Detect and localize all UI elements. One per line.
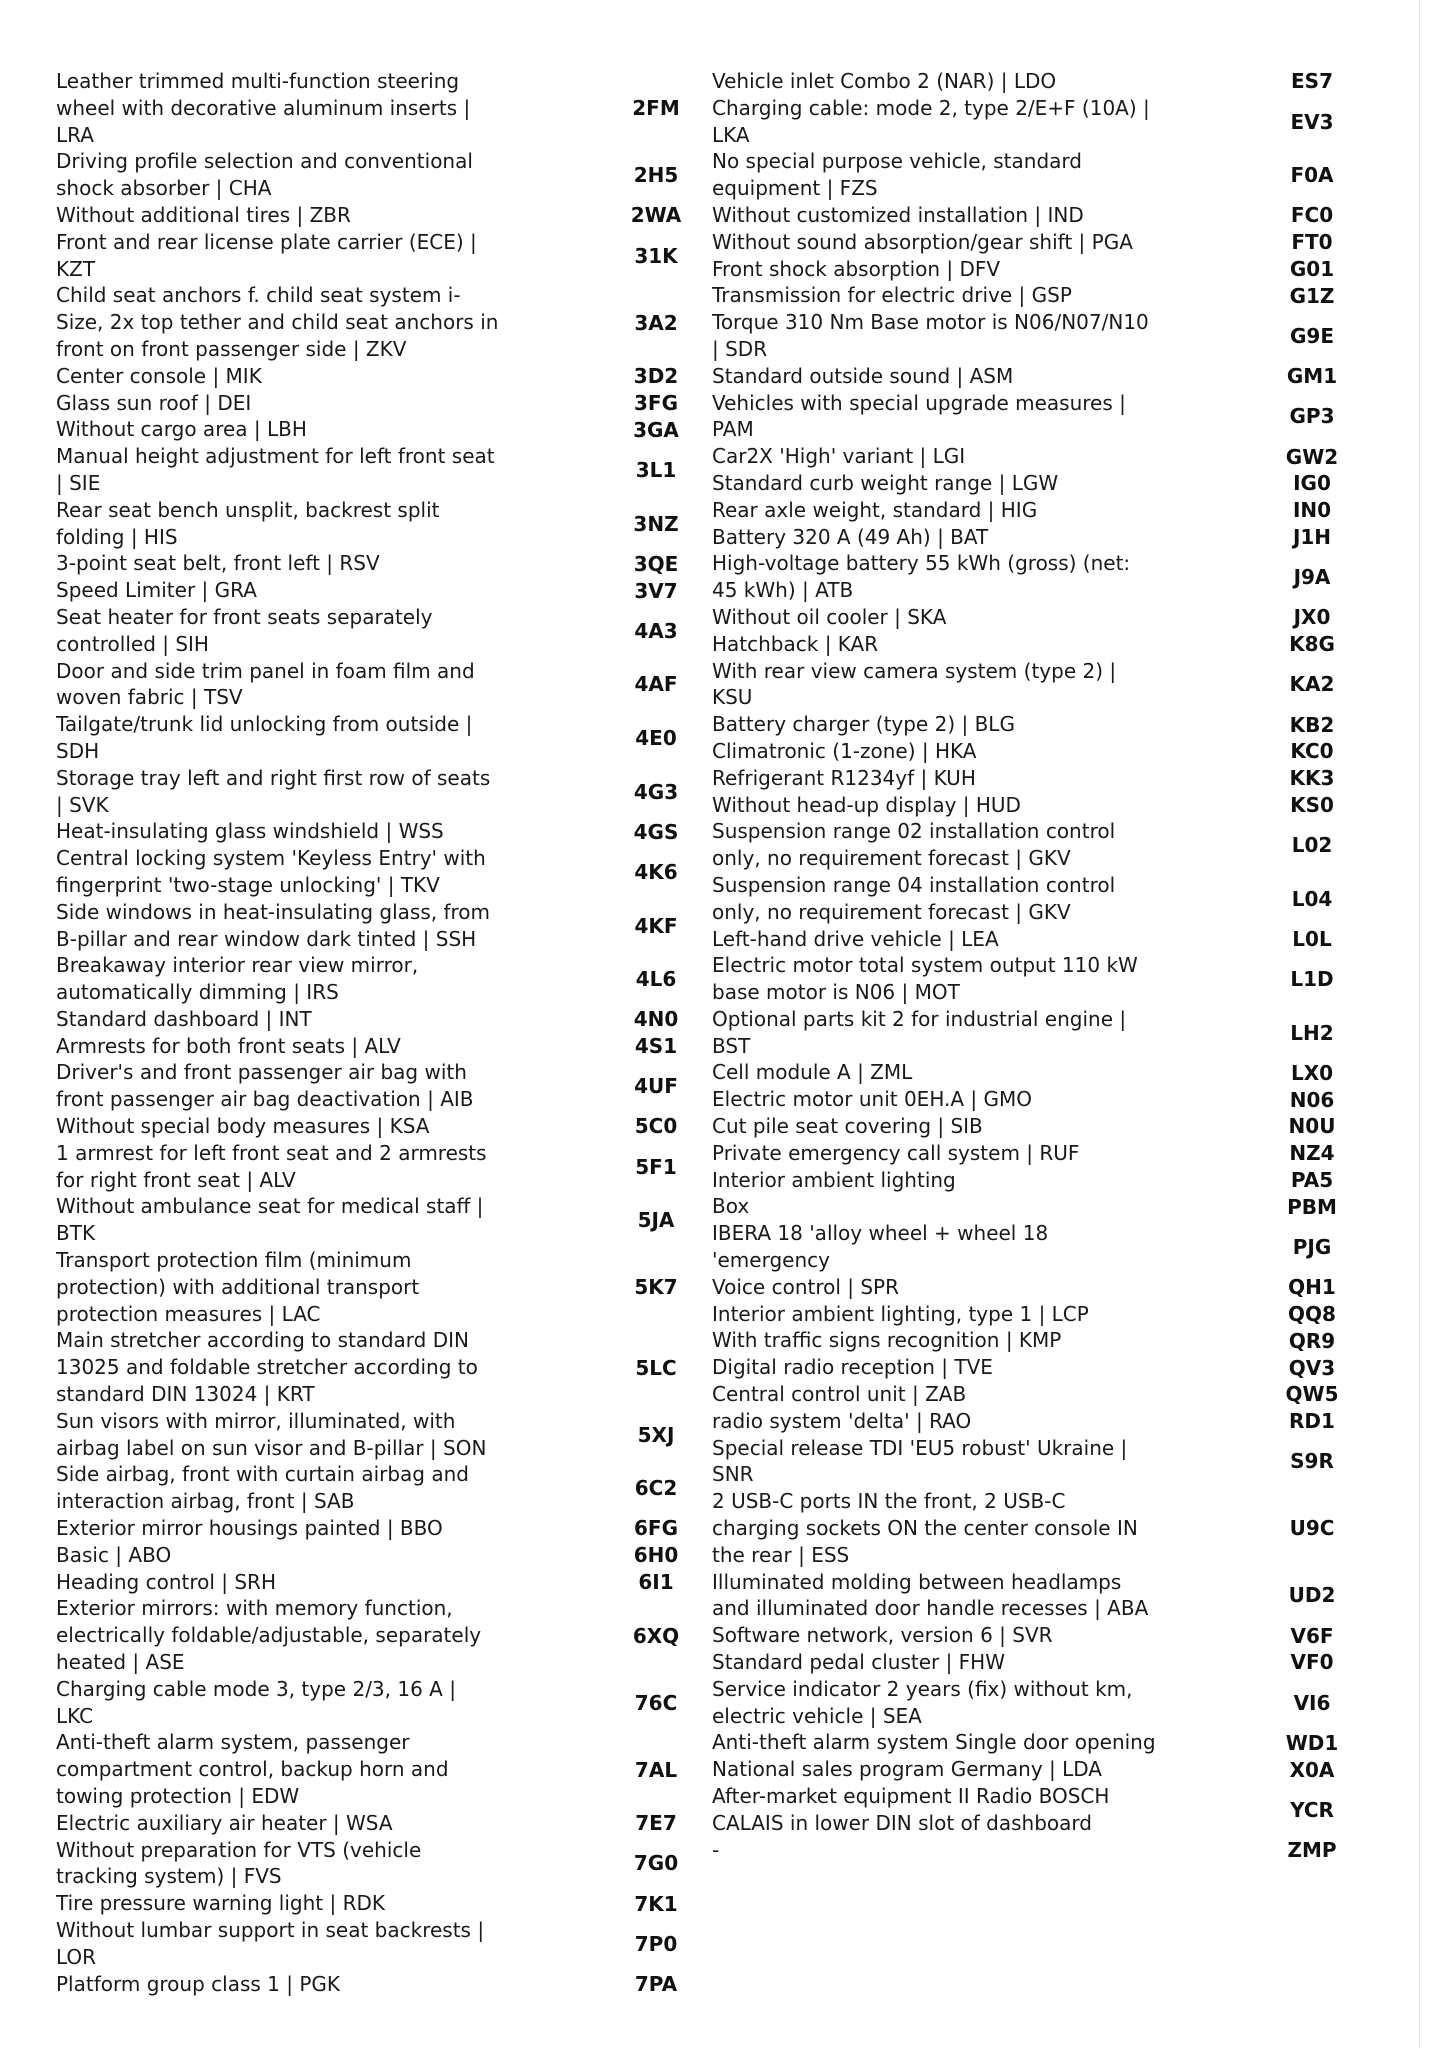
- equipment-row: [712, 658, 1348, 712]
- equipment-code: VI6: [1293, 1690, 1331, 1715]
- equipment-row: [56, 899, 692, 953]
- equipment-row: [56, 1542, 692, 1569]
- equipment-code: 7P0: [634, 1931, 678, 1956]
- equipment-code: X0A: [1289, 1757, 1335, 1782]
- equipment-row: [56, 1059, 692, 1113]
- equipment-row: [712, 497, 1348, 524]
- equipment-code: V6F: [1290, 1623, 1334, 1648]
- equipment-code: ZMP: [1287, 1837, 1337, 1862]
- equipment-row: [56, 1569, 692, 1596]
- equipment-row: [56, 1327, 692, 1407]
- scan-edge-line: [1419, 0, 1420, 2048]
- equipment-row: [712, 1327, 1348, 1354]
- equipment-description: Without head-up display | HUD: [712, 792, 1021, 817]
- equipment-description: Child seat anchors f. child seat system i- Size, 2x top tether and child seat anchors in front on front passenger side | ZKV: [56, 283, 499, 361]
- equipment-description: Voice control | SPR: [712, 1274, 900, 1299]
- equipment-description: Without cargo area | LBH: [56, 417, 307, 442]
- equipment-code: KC0: [1290, 739, 1334, 764]
- equipment-row: [712, 1488, 1348, 1568]
- equipment-description: Without sound absorption/gear shift | PGA: [712, 229, 1133, 254]
- equipment-description: Interior ambient lighting, type 1 | LCP: [712, 1301, 1089, 1326]
- equipment-description: Without preparation for VTS (vehicle tracking system) | FVS: [56, 1837, 422, 1889]
- equipment-row: [712, 309, 1348, 363]
- equipment-code: J1H: [1292, 524, 1332, 549]
- equipment-description: Service indicator 2 years (fix) without km, electric vehicle | SEA: [712, 1676, 1133, 1728]
- equipment-row: [712, 604, 1348, 631]
- equipment-code: NZ4: [1289, 1141, 1335, 1166]
- equipment-code: FT0: [1291, 230, 1333, 255]
- equipment-code: N0U: [1288, 1114, 1336, 1139]
- equipment-code: 3D2: [633, 364, 679, 389]
- equipment-code: 4A3: [634, 618, 678, 643]
- equipment-description: Driver's and front passenger air bag with front passenger air bag deactivation | AIB: [56, 1060, 474, 1112]
- equipment-code: 3L1: [635, 457, 677, 482]
- equipment-row: [712, 1113, 1348, 1140]
- equipment-code: 7PA: [634, 1971, 678, 1996]
- equipment-code: GM1: [1286, 364, 1338, 389]
- equipment-description: Platform group class 1 | PGK: [56, 1971, 341, 1996]
- equipment-description: No special purpose vehicle, standard equipment | FZS: [712, 149, 1082, 201]
- equipment-row: [712, 1729, 1348, 1756]
- equipment-code: KK3: [1289, 766, 1335, 791]
- equipment-code: F0A: [1290, 163, 1334, 188]
- equipment-code: QR9: [1288, 1328, 1336, 1353]
- equipment-row: [56, 1917, 692, 1971]
- equipment-description: Heat-insulating glass windshield | WSS: [56, 819, 444, 844]
- equipment-code: 6XQ: [632, 1623, 680, 1648]
- equipment-description: Armrests for both front seats | ALV: [56, 1033, 401, 1058]
- equipment-row: [712, 1167, 1348, 1194]
- equipment-description: Without additional tires | ZBR: [56, 202, 351, 227]
- equipment-description: With traffic signs recognition | KMP: [712, 1328, 1062, 1353]
- equipment-code: J9A: [1293, 565, 1331, 590]
- equipment-description: Transport protection film (minimum protection) with additional transport protection measures | LAC: [56, 1248, 420, 1326]
- equipment-code: 4AF: [634, 672, 678, 697]
- equipment-row: [712, 256, 1348, 283]
- equipment-row: [712, 95, 1348, 149]
- equipment-code: YCR: [1290, 1797, 1334, 1822]
- equipment-description: Front shock absorption | DFV: [712, 256, 1001, 281]
- equipment-description: Charging cable mode 3, type 2/3, 16 A | LKC: [56, 1676, 456, 1728]
- equipment-description: Sun visors with mirror, illuminated, with airbag label on sun visor and B-pillar | SON: [56, 1408, 487, 1460]
- equipment-row: [56, 1193, 692, 1247]
- equipment-row: [56, 148, 692, 202]
- equipment-code: RD1: [1289, 1409, 1335, 1434]
- equipment-description: Exterior mirrors: with memory function, electrically foldable/adjustable, separately heated | ASE: [56, 1596, 482, 1675]
- equipment-description: Suspension range 04 installation control only, no requirement forecast | GKV: [712, 872, 1116, 924]
- equipment-description: Hatchback | KAR: [712, 631, 879, 656]
- equipment-description: Side airbag, front with curtain airbag and interaction airbag, front | SAB: [56, 1462, 469, 1514]
- equipment-code: 3A2: [634, 310, 678, 335]
- equipment-code: 7E7: [635, 1811, 677, 1836]
- equipment-row: [712, 1381, 1348, 1408]
- equipment-row: [712, 1086, 1348, 1113]
- equipment-code: 7G0: [633, 1851, 679, 1876]
- equipment-code: FC0: [1290, 203, 1334, 228]
- equipment-code: GP3: [1289, 404, 1335, 429]
- equipment-code: 31K: [634, 243, 678, 268]
- equipment-code: 4S1: [634, 1034, 678, 1059]
- equipment-code: G9E: [1290, 323, 1334, 348]
- equipment-description: Heading control | SRH: [56, 1569, 276, 1594]
- equipment-description: Exterior mirror housings painted | BBO: [56, 1516, 443, 1541]
- equipment-row: [56, 390, 692, 417]
- equipment-description: Box: [712, 1194, 750, 1219]
- equipment-description: -: [712, 1837, 720, 1862]
- equipment-description: Electric motor total system output 110 kW base motor is N06 | MOT: [712, 953, 1138, 1005]
- equipment-row: [56, 1033, 692, 1060]
- equipment-code: PJG: [1292, 1235, 1332, 1260]
- equipment-code: U9C: [1289, 1516, 1335, 1541]
- equipment-description: Breakaway interior rear view mirror, automatically dimming | IRS: [56, 953, 419, 1005]
- equipment-description: Private emergency call system | RUF: [712, 1140, 1080, 1165]
- equipment-row: [56, 711, 692, 765]
- equipment-code: JX0: [1293, 605, 1331, 630]
- equipment-row: [56, 658, 692, 712]
- equipment-description: Without ambulance seat for medical staff | BTK: [56, 1194, 484, 1246]
- equipment-row: [712, 1059, 1348, 1086]
- equipment-code: 5C0: [634, 1114, 678, 1139]
- equipment-description: Front and rear license plate carrier (ECE) | KZT: [56, 229, 477, 281]
- equipment-description: Cut pile seat covering | SIB: [712, 1114, 983, 1139]
- equipment-list-right: [712, 68, 1348, 1863]
- equipment-code: EV3: [1290, 109, 1334, 134]
- equipment-code: K8G: [1289, 632, 1335, 657]
- equipment-description: Central control unit | ZAB: [712, 1382, 967, 1407]
- equipment-description: With rear view camera system (type 2) | KSU: [712, 658, 1117, 710]
- equipment-code: 5K7: [634, 1275, 678, 1300]
- equipment-description: Storage tray left and right first row of seats | SVK: [56, 765, 491, 817]
- equipment-row: [712, 1354, 1348, 1381]
- equipment-code: 3GA: [633, 417, 679, 442]
- equipment-description: radio system 'delta' | RAO: [712, 1408, 972, 1433]
- equipment-description: Glass sun roof | DEI: [56, 390, 252, 415]
- equipment-row: [56, 1676, 692, 1730]
- equipment-code: L04: [1291, 886, 1333, 911]
- equipment-row: [56, 1006, 692, 1033]
- equipment-description: Left-hand drive vehicle | LEA: [712, 926, 999, 951]
- equipment-code: 5JA: [637, 1208, 675, 1233]
- equipment-row: [56, 1515, 692, 1542]
- equipment-row: [56, 550, 692, 577]
- equipment-row: [56, 577, 692, 604]
- equipment-row: [712, 148, 1348, 202]
- equipment-row: [56, 202, 692, 229]
- equipment-code: S9R: [1290, 1449, 1334, 1474]
- equipment-code: LH2: [1290, 1020, 1334, 1045]
- equipment-row: [712, 711, 1348, 738]
- equipment-row: [56, 1113, 692, 1140]
- equipment-code: 3QE: [633, 551, 679, 576]
- equipment-code: L0L: [1292, 926, 1332, 951]
- equipment-code: 5LC: [635, 1355, 677, 1380]
- equipment-row: [712, 390, 1348, 444]
- equipment-description: Car2X 'High' variant | LGI: [712, 444, 966, 469]
- equipment-description: Electric motor unit 0EH.A | GMO: [712, 1087, 1032, 1112]
- equipment-code: QW5: [1285, 1382, 1339, 1407]
- equipment-code: 2H5: [633, 163, 679, 188]
- equipment-description: Without customized installation | IND: [712, 202, 1084, 227]
- equipment-row: [712, 1193, 1348, 1220]
- equipment-code: 6I1: [638, 1570, 674, 1595]
- equipment-description: Without oil cooler | SKA: [712, 604, 947, 629]
- equipment-code: UD2: [1288, 1583, 1336, 1608]
- equipment-code: 5F1: [635, 1154, 677, 1179]
- equipment-code: 6H0: [633, 1543, 679, 1568]
- equipment-description: Leather trimmed multi-function steering wheel with decorative aluminum inserts | LRA: [56, 69, 471, 147]
- equipment-row: [712, 1140, 1348, 1167]
- equipment-code: 3V7: [634, 578, 678, 603]
- equipment-code: KS0: [1290, 792, 1334, 817]
- equipment-row: [712, 765, 1348, 792]
- equipment-row: [56, 952, 692, 1006]
- equipment-description: Torque 310 Nm Base motor is N06/N07/N10 | SDR: [712, 310, 1149, 361]
- equipment-description: Manual height adjustment for left front seat | SIE: [56, 444, 495, 495]
- equipment-row: [56, 1140, 692, 1194]
- equipment-row: [56, 818, 692, 845]
- equipment-description: Special release TDI 'EU5 robust' Ukraine | SNR: [712, 1435, 1128, 1487]
- equipment-description: Center console | MIK: [56, 363, 262, 388]
- equipment-description: Software network, version 6 | SVR: [712, 1623, 1053, 1648]
- equipment-list-left: [56, 68, 692, 1997]
- equipment-description: Tire pressure warning light | RDK: [56, 1891, 385, 1916]
- equipment-row: [56, 1971, 692, 1998]
- equipment-code: IG0: [1293, 471, 1331, 496]
- equipment-description: Central locking system 'Keyless Entry' with fingerprint 'two-stage unlocking' | TKV: [56, 846, 486, 897]
- equipment-description: Climatronic (1-zone) | HKA: [712, 738, 977, 763]
- equipment-code: 2WA: [630, 203, 682, 228]
- equipment-description: Charging cable: mode 2, type 2/E+F (10A) | LKA: [712, 95, 1150, 147]
- equipment-row: [712, 1837, 1348, 1864]
- equipment-description: IBERA 18 'alloy wheel + wheel 18 'emergency: [712, 1221, 1049, 1273]
- equipment-code: N06: [1289, 1087, 1335, 1112]
- equipment-description: Rear axle weight, standard | HIG: [712, 497, 1038, 522]
- equipment-code: 4G3: [633, 779, 679, 804]
- equipment-description: Suspension range 02 installation control only, no requirement forecast | GKV: [712, 819, 1116, 871]
- equipment-code: L02: [1291, 833, 1333, 858]
- equipment-code: 6FG: [634, 1516, 678, 1541]
- equipment-row: [56, 282, 692, 362]
- equipment-description: Vehicles with special upgrade measures | PAM: [712, 390, 1126, 442]
- equipment-row: [712, 952, 1348, 1006]
- equipment-description: Standard curb weight range | LGW: [712, 470, 1059, 495]
- equipment-code: KB2: [1289, 712, 1335, 737]
- equipment-code: G1Z: [1289, 283, 1335, 308]
- equipment-row: [56, 765, 692, 819]
- equipment-description: Speed Limiter | GRA: [56, 578, 257, 603]
- equipment-row: [56, 1729, 692, 1809]
- equipment-code: 4UF: [634, 1074, 678, 1099]
- equipment-description: Standard outside sound | ASM: [712, 363, 1014, 388]
- equipment-description: 1 armrest for left front seat and 2 armrests for right front seat | ALV: [56, 1140, 487, 1192]
- equipment-row: [56, 604, 692, 658]
- equipment-description: Driving profile selection and conventional shock absorber | CHA: [56, 149, 473, 201]
- equipment-description: Side windows in heat-insulating glass, from B-pillar and rear window dark tinted | SSH: [56, 899, 491, 951]
- equipment-code: 5XJ: [637, 1422, 675, 1447]
- equipment-row: [56, 1810, 692, 1837]
- equipment-code: 3FG: [634, 390, 678, 415]
- equipment-description: Battery 320 A (49 Ah) | BAT: [712, 524, 989, 549]
- equipment-row: [712, 1408, 1348, 1435]
- equipment-row: [56, 363, 692, 390]
- equipment-description: Standard dashboard | INT: [56, 1006, 312, 1031]
- equipment-row: [712, 1006, 1348, 1060]
- equipment-description: Without lumbar support in seat backrests | LOR: [56, 1917, 485, 1969]
- equipment-row: [712, 443, 1348, 470]
- equipment-code: 4KF: [634, 913, 678, 938]
- equipment-description: Anti-theft alarm system Single door opening: [712, 1730, 1156, 1755]
- equipment-row: [712, 1220, 1348, 1274]
- equipment-row: [712, 872, 1348, 926]
- equipment-code: 4L6: [635, 967, 677, 992]
- equipment-code: QQ8: [1288, 1302, 1336, 1327]
- equipment-code: 4E0: [635, 725, 677, 750]
- equipment-description: Standard pedal cluster | FHW: [712, 1650, 1005, 1675]
- equipment-row: [56, 443, 692, 497]
- equipment-row: [712, 631, 1348, 658]
- equipment-row: [712, 926, 1348, 953]
- equipment-description: Vehicle inlet Combo 2 (NAR) | LDO: [712, 69, 1057, 93]
- equipment-code: 4GS: [633, 819, 679, 844]
- equipment-row: [712, 1569, 1348, 1623]
- equipment-row: [712, 1622, 1348, 1649]
- equipment-description: Anti-theft alarm system, passenger compartment control, backup horn and towing protection | EDW: [56, 1730, 449, 1808]
- equipment-code: QV3: [1288, 1355, 1336, 1380]
- equipment-description: 3-point seat belt, front left | RSV: [56, 551, 380, 576]
- equipment-row: [56, 1247, 692, 1327]
- equipment-code: ES7: [1291, 69, 1333, 94]
- equipment-row: [56, 1408, 692, 1462]
- equipment-code: IN0: [1292, 498, 1332, 523]
- equipment-description: Without special body measures | KSA: [56, 1114, 430, 1139]
- equipment-code: L1D: [1290, 967, 1334, 992]
- equipment-code: G01: [1289, 256, 1335, 281]
- equipment-description: Interior ambient lighting: [712, 1167, 956, 1192]
- equipment-description: Rear seat bench unsplit, backrest split folding | HIS: [56, 497, 440, 549]
- equipment-code: LX0: [1290, 1060, 1334, 1085]
- equipment-description: Optional parts kit 2 for industrial engine | BST: [712, 1006, 1127, 1058]
- equipment-description: After-market equipment II Radio BOSCH CALAIS in lower DIN slot of dashboard: [712, 1784, 1110, 1835]
- equipment-code: 4K6: [634, 859, 678, 884]
- equipment-row: [712, 68, 1348, 95]
- equipment-description: Illuminated molding between headlamps and illuminated door handle recesses | ABA: [712, 1569, 1149, 1621]
- equipment-row: [712, 792, 1348, 819]
- equipment-code: 4N0: [633, 1007, 679, 1032]
- equipment-row: [712, 1783, 1348, 1837]
- equipment-row: [56, 1595, 692, 1675]
- equipment-row: [712, 1649, 1348, 1676]
- equipment-row: [712, 202, 1348, 229]
- equipment-description: Basic | ABO: [56, 1542, 172, 1567]
- equipment-row: [712, 524, 1348, 551]
- equipment-code: QH1: [1288, 1275, 1336, 1300]
- equipment-row: [56, 1461, 692, 1515]
- equipment-description: High-voltage battery 55 kWh (gross) (net: 45 kWh) | ATB: [712, 551, 1131, 603]
- equipment-description: 2 USB-C ports IN the front, 2 USB-C charging sockets ON the center console IN the rear | ESS: [712, 1489, 1138, 1567]
- equipment-code: 7K1: [634, 1891, 678, 1916]
- equipment-description: Transmission for electric drive | GSP: [712, 283, 1072, 308]
- equipment-code: 3NZ: [633, 511, 679, 536]
- equipment-row: [56, 1890, 692, 1917]
- equipment-row: [56, 416, 692, 443]
- equipment-row: [712, 1676, 1348, 1730]
- equipment-row: [712, 738, 1348, 765]
- equipment-description: National sales program Germany | LDA: [712, 1757, 1102, 1782]
- equipment-row: [712, 1435, 1348, 1489]
- equipment-row: [712, 1756, 1348, 1783]
- equipment-description: Seat heater for front seats separately controlled | SIH: [56, 604, 433, 656]
- equipment-code: WD1: [1285, 1730, 1339, 1755]
- equipment-row: [56, 229, 692, 283]
- equipment-row: [712, 1301, 1348, 1328]
- equipment-code: PBM: [1287, 1194, 1337, 1219]
- equipment-code: 6C2: [634, 1476, 678, 1501]
- equipment-row: [56, 845, 692, 899]
- equipment-row: [712, 818, 1348, 872]
- equipment-description: Electric auxiliary air heater | WSA: [56, 1810, 393, 1835]
- equipment-row: [56, 1837, 692, 1891]
- equipment-description: Tailgate/trunk lid unlocking from outside | SDH: [56, 712, 473, 763]
- equipment-code: GW2: [1285, 444, 1339, 469]
- equipment-row: [712, 470, 1348, 497]
- equipment-row: [712, 282, 1348, 309]
- equipment-row: [712, 229, 1348, 256]
- equipment-description: Main stretcher according to standard DIN 13025 and foldable stretcher according to standard DIN 13024 | KRT: [56, 1328, 478, 1407]
- equipment-row: [712, 1274, 1348, 1301]
- equipment-description: Battery charger (type 2) | BLG: [712, 712, 1015, 737]
- equipment-description: Door and side trim panel in foam film and woven fabric | TSV: [56, 658, 475, 710]
- equipment-row: [712, 363, 1348, 390]
- equipment-description: Refrigerant R1234yf | KUH: [712, 765, 976, 790]
- equipment-description: Digital radio reception | TVE: [712, 1355, 993, 1380]
- equipment-code: KA2: [1289, 672, 1335, 697]
- equipment-code: PA5: [1290, 1168, 1334, 1193]
- equipment-row: [56, 68, 692, 148]
- equipment-row: [712, 550, 1348, 604]
- equipment-code: VF0: [1290, 1650, 1334, 1675]
- equipment-code: 76C: [634, 1690, 678, 1715]
- equipment-code: 2FM: [632, 96, 680, 121]
- equipment-row: [56, 497, 692, 551]
- equipment-code: 7AL: [634, 1757, 678, 1782]
- equipment-description: Cell module A | ZML: [712, 1060, 913, 1085]
